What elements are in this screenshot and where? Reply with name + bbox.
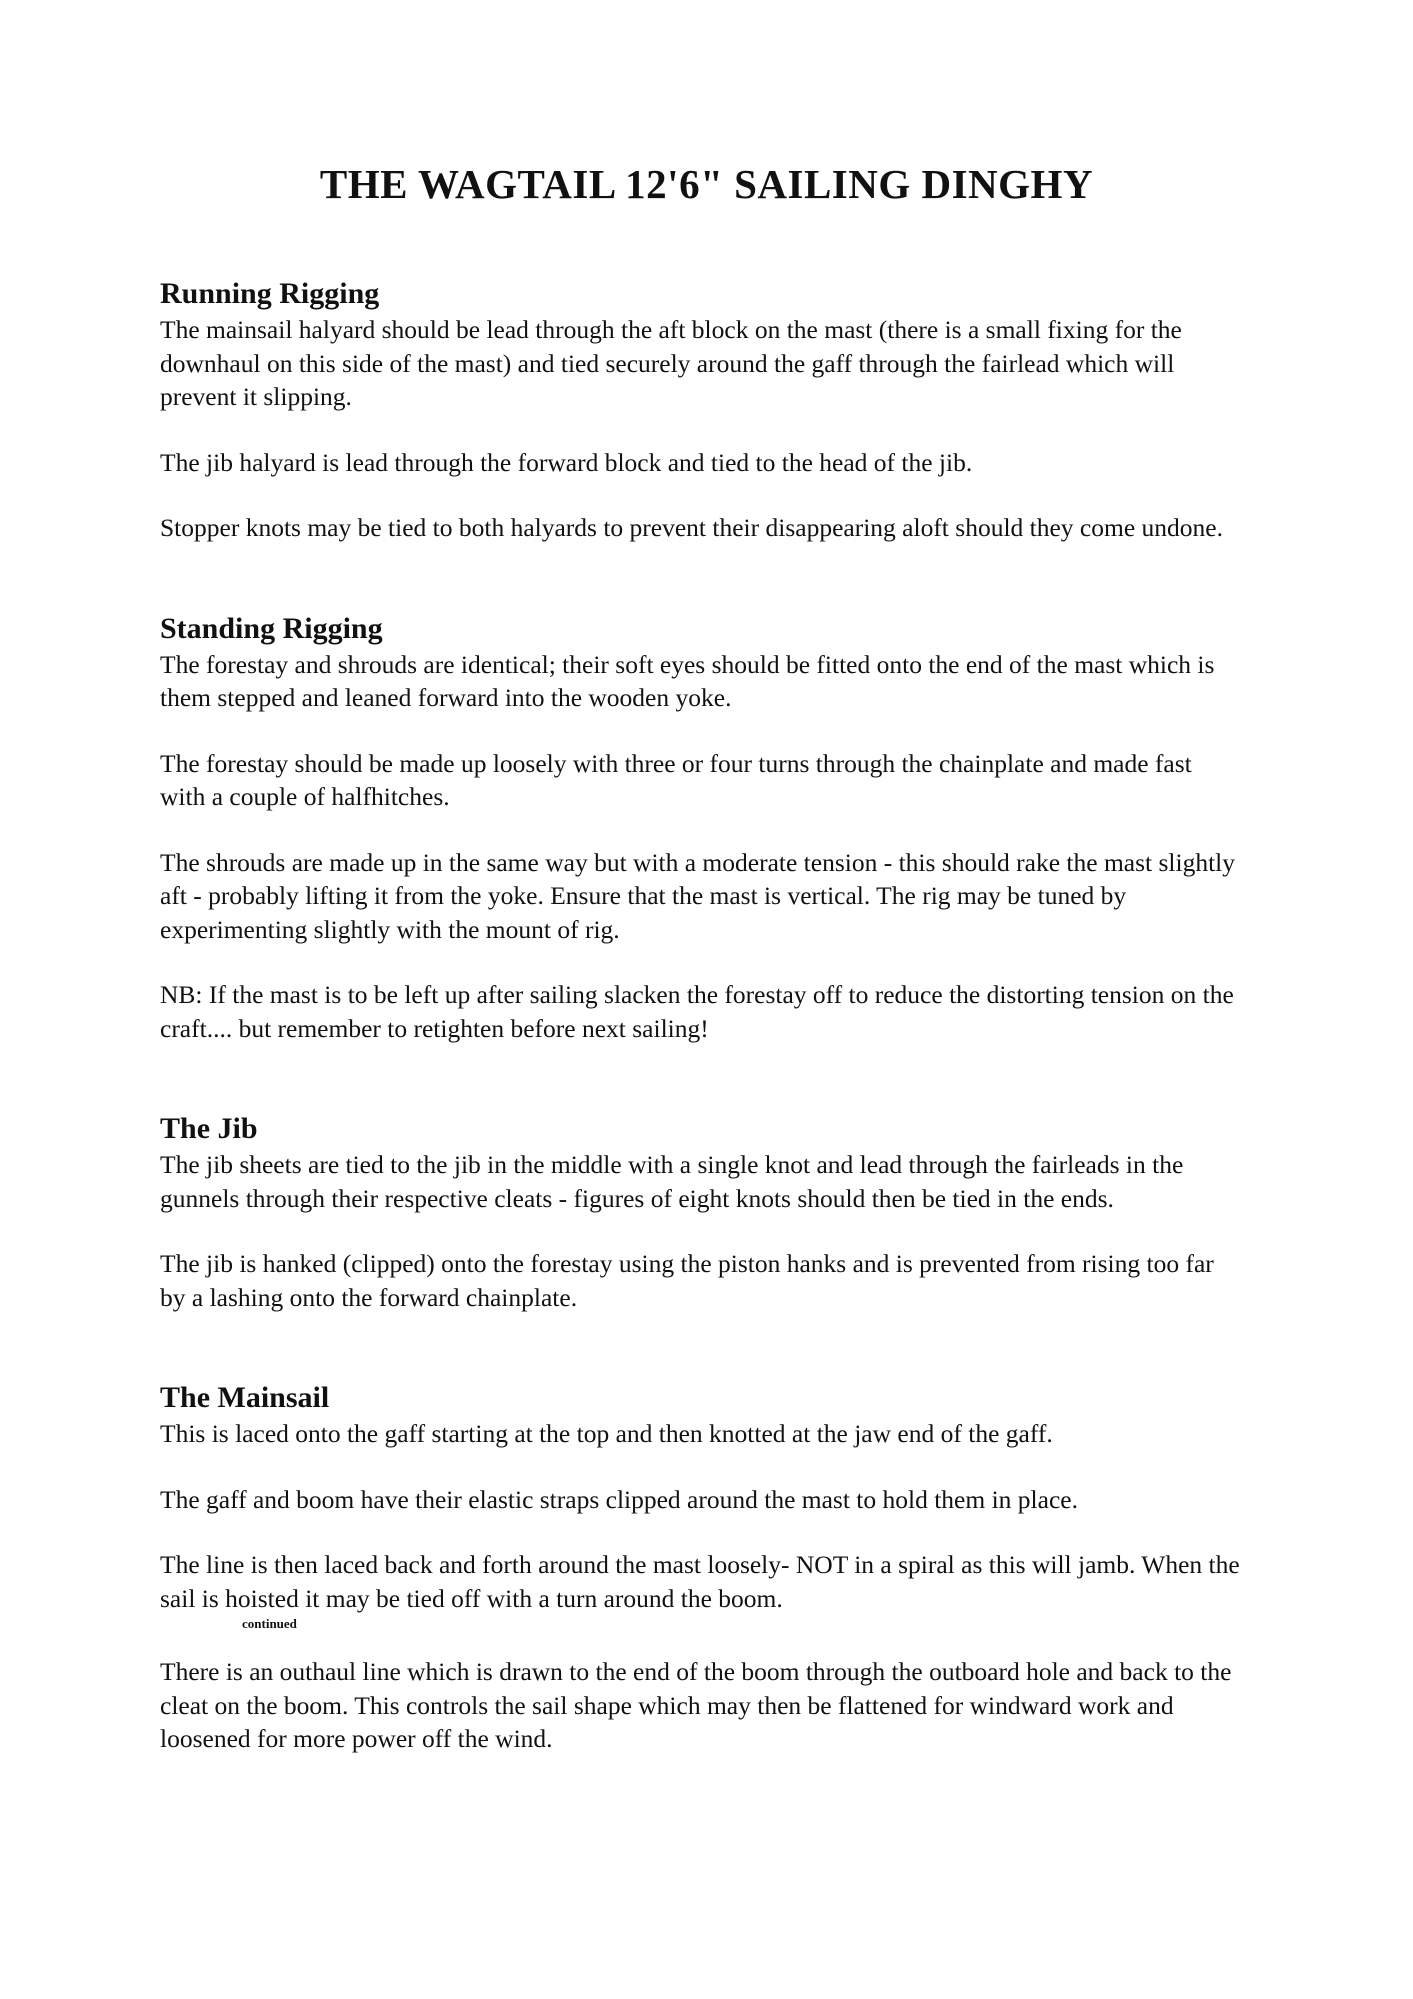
paragraph: This is laced onto the gaff starting at the top and then knotted at the jaw end of the gaff.: [160, 1419, 1053, 1448]
page-title: THE WAGTAIL 12'6" SAILING DINGHY: [319, 161, 1094, 207]
paragraph: The mainsail halyard should be lead through the aft block on the mast (there is a small fixing for the downhaul on this side of the mast) and tied securely around the gaff through the fairlead which will prevent it slipping.: [160, 315, 1182, 411]
paragraph: Stopper knots may be tied to both halyards to prevent their disappearing aloft should they come undone.: [160, 513, 1223, 542]
section-standing-rigging: [160, 610, 1240, 1046]
paragraph: The jib sheets are tied to the jib in the middle with a single knot and lead through the fairleads in the gunnels through their respective cleats - figures of eight knots should then be tied in the ends.: [160, 1150, 1184, 1213]
paragraph: NB: If the mast is to be left up after sailing slacken the forestay off to reduce the distorting tension on the craft.... but remember to retighten before next sailing!: [160, 980, 1234, 1043]
section-the-jib: [160, 1110, 1240, 1314]
section-heading: The Mainsail: [160, 1381, 330, 1414]
paragraph: The forestay should be made up loosely with three or four turns through the chainplate and made fast with a couple of halfhitches.: [160, 748, 1192, 811]
paragraph: The gaff and boom have their elastic straps clipped around the mast to hold them in place.: [160, 1484, 1078, 1514]
section-heading: The Jib: [160, 1112, 258, 1145]
paragraph: The jib is hanked (clipped) onto the forestay using the piston hanks and is prevented from rising too far by a lashing onto the forward chainplate.: [160, 1249, 1214, 1312]
document-body: [160, 275, 1240, 1756]
section-heading: Running Rigging: [160, 277, 380, 310]
section-the-mainsail: [160, 1379, 1240, 1756]
paragraph: The forestay and shrouds are identical; their soft eyes should be fitted onto the end of the mast which is them stepped and leaned forward into the wooden yoke.: [160, 649, 1215, 712]
continued-note: continued: [242, 1616, 297, 1631]
paragraph: The line is then laced back and forth around the mast loosely- NOT in a spiral as this will jamb. When the sail is hoisted it may be tied off with a turn around the boom.: [160, 1550, 1240, 1613]
paragraph: There is an outhaul line which is drawn to the end of the boom through the outboard hole and back to the cleat on the boom. This controls the sail shape which may then be flattened for windward work and loosened for more power off the wind.: [160, 1657, 1232, 1753]
paragraph: The jib halyard is lead through the forward block and tied to the head of the jib.: [160, 447, 973, 477]
section-running-rigging: [160, 275, 1240, 545]
paragraph: The shrouds are made up in the same way but with a moderate tension - this should rake the mast slightly aft - probably lifting it from the yoke. Ensure that the mast is vertical. The rig may be tuned by experimenting slightly with the mount of rig.: [160, 847, 1236, 944]
section-heading: Standing Rigging: [160, 611, 383, 645]
